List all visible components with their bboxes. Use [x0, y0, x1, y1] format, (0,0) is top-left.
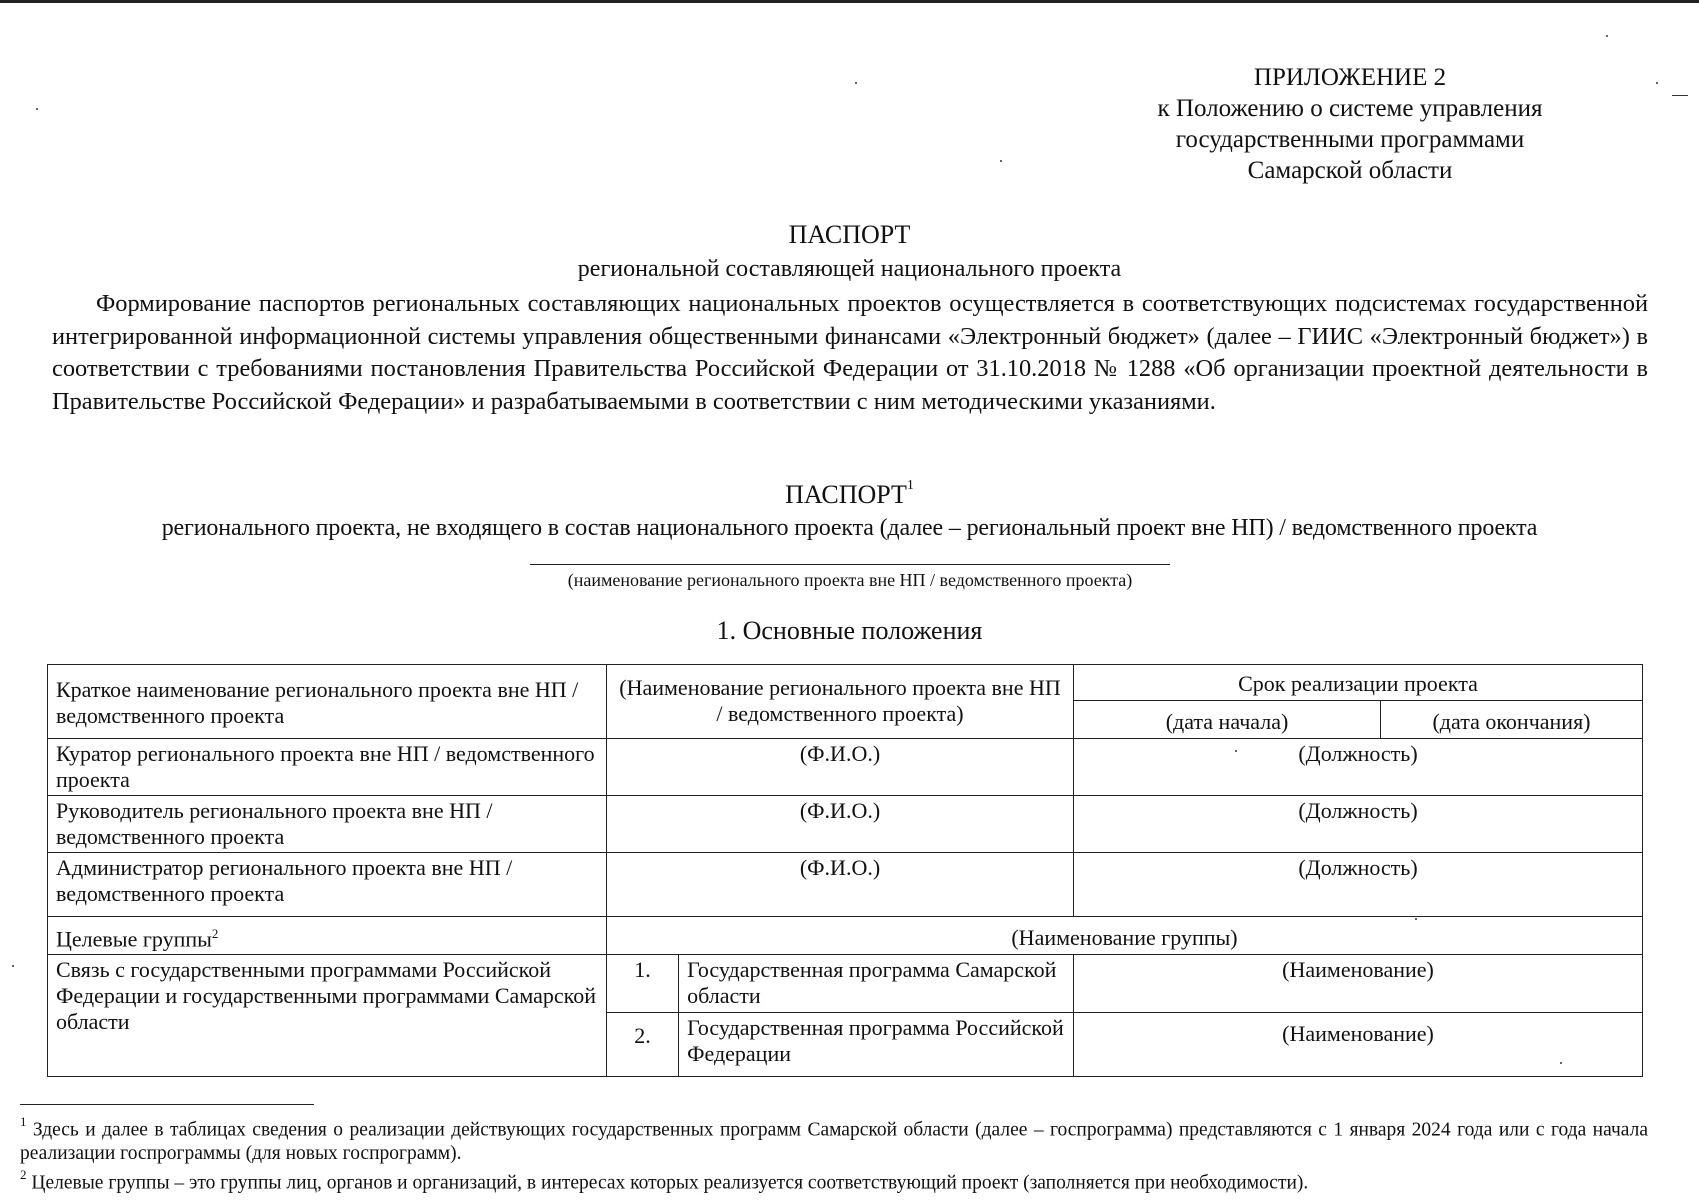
section-title: 1. Основные положения — [716, 616, 983, 645]
footnote-1-mark: 1 — [20, 1114, 27, 1129]
scan-speck — [1606, 35, 1608, 37]
scan-speck — [1415, 918, 1417, 920]
cell-term-header: Срок реализации проекта — [1074, 665, 1643, 701]
appendix-header — [1100, 62, 1600, 186]
appendix-line-3: государственными программами — [1175, 126, 1525, 153]
cell-admin-fio: (Ф.И.О.) — [607, 853, 1074, 917]
cell-program-link-label: Связь с государственными программами Российской Федерации и государственными программами Самарской области — [48, 955, 607, 1077]
appendix-line-4: Самарской области — [1247, 157, 1453, 184]
cell-end-date: (дата окончания) — [1381, 701, 1643, 739]
table-row-program-link-1 — [48, 955, 1643, 1013]
cell-start-date: (дата начала) — [1074, 701, 1381, 739]
cell-program-name-1: (Наименование) — [1074, 955, 1643, 1013]
passport-subtitle-2: регионального проекта, не входящего в состав национального проекта (далее – региональный проект вне НП) / ведомственного проекта — [161, 515, 1538, 541]
footnote-ref-1: 1 — [906, 478, 914, 493]
passport-title-2-text: ПАСПОРТ — [785, 480, 907, 509]
cell-program-type-1: Государственная программа Самарской области — [679, 955, 1074, 1013]
scan-speck — [36, 108, 38, 110]
scan-speck — [855, 82, 857, 84]
scan-top-border — [0, 0, 1699, 3]
footnote-2-mark: 2 — [20, 1166, 27, 1182]
scan-speck — [1560, 1062, 1562, 1064]
scan-speck — [1235, 750, 1237, 752]
cell-short-name-value: (Наименование регионального проекта вне НП / ведомственного проекта) — [607, 665, 1074, 739]
cell-curator-position: (Должность) — [1074, 739, 1643, 796]
cell-program-type-2: Государственная программа Российской Федерации — [679, 1013, 1074, 1077]
scan-speck — [1000, 160, 1002, 162]
footnotes — [20, 1112, 1648, 1194]
footnote-separator — [20, 1104, 314, 1105]
project-name-caption: (наименование регионального проекта вне НП / ведомственного проекта) — [567, 570, 1133, 590]
scan-speck — [12, 965, 14, 967]
cell-program-num-1: 1. — [607, 955, 679, 1013]
passport-title-1: ПАСПОРТ — [788, 220, 911, 249]
cell-head-fio: (Ф.И.О.) — [607, 796, 1074, 853]
cell-admin-position: (Должность) — [1074, 853, 1643, 917]
cell-target-groups-label — [48, 917, 607, 955]
footnote-1-text: Здесь и далее в таблицах сведения о реализации действующих государственных программ Самарской области (далее – госпрограмма) представляются с 1 января 2024 года или с года начала реализации госпрограммы (для новых госпрограмм). — [20, 1119, 1648, 1164]
footnote-2 — [20, 1165, 1648, 1195]
cell-admin-label: Администратор регионального проекта вне НП / ведомственного проекта — [48, 853, 607, 917]
cell-program-num-2: 2. — [607, 1013, 679, 1077]
passport-subtitle-1: региональной составляющей национального проекта — [577, 256, 1122, 282]
appendix-line-1: ПРИЛОЖЕНИЕ 2 — [1253, 64, 1447, 91]
cell-curator-label: Куратор регионального проекта вне НП / ведомственного проекта — [48, 739, 607, 796]
cell-target-groups-value: (Наименование группы) — [607, 917, 1643, 955]
intro-paragraph — [52, 288, 1648, 418]
scan-speck — [1656, 82, 1658, 84]
table-row-curator — [48, 739, 1643, 796]
scan-edge-mark — [1672, 95, 1688, 96]
footnote-ref-2: 2 — [211, 926, 219, 941]
target-groups-text: Целевые группы — [56, 926, 212, 952]
intro-paragraph-text: Формирование паспортов региональных составляющих национальных проектов осуществляется в соответствующих подсистемах государственной интегрированной информационной системы управления общественными финансами «Электронный бюджет» (далее – ГИИС «Электронный бюджет») в соответствии с требованиями постановления Правительства Российской Федерации от 31.10.2018 № 1288 «Об организации проектной деятельности в Правительстве Российской Федерации» и разрабатываемыми в соответствии с ним методическими указаниями. — [52, 290, 1648, 415]
cell-curator-fio: (Ф.И.О.) — [607, 739, 1074, 796]
main-provisions-table — [47, 664, 1643, 1077]
table-row-administrator — [48, 853, 1643, 917]
cell-head-label: Руководитель регионального проекта вне НП / ведомственного проекта — [48, 796, 607, 853]
cell-head-position: (Должность) — [1074, 796, 1643, 853]
cell-short-name-label: Краткое наименование регионального проекта вне НП / ведомственного проекта — [48, 665, 607, 739]
appendix-line-2: к Положению о системе управления — [1157, 95, 1543, 122]
table-row-target-groups — [48, 917, 1643, 955]
cell-program-name-2: (Наименование) — [1074, 1013, 1643, 1077]
footnote-1 — [20, 1112, 1648, 1165]
passport-title-2 — [0, 480, 1699, 510]
table-row-head — [48, 796, 1643, 853]
footnote-2-text: Целевые группы – это группы лиц, органов и организаций, в интересах которых реализуется соответствующий проект (заполняется при необходимости). — [26, 1172, 1309, 1193]
table-row-short-name — [48, 665, 1643, 701]
project-name-line — [530, 564, 1170, 565]
